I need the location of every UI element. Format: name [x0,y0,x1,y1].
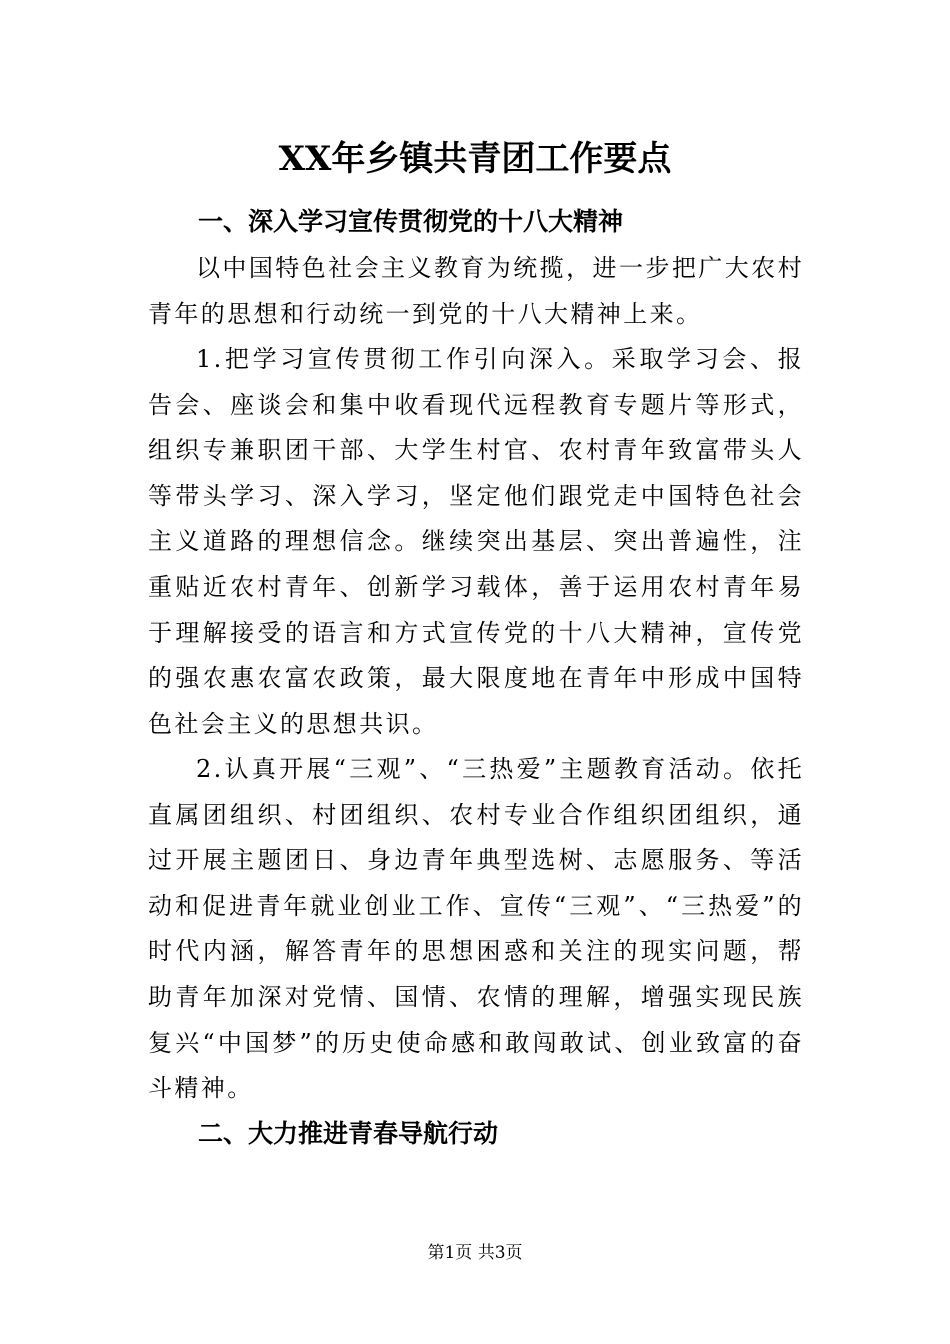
document-title: XX年乡镇共青团工作要点 [278,139,672,179]
item-1-paragraph: 1.把学习宣传贯彻工作引向深入。采取学习会、报告会、座谈会和集中收看现代远程教育专题片等形式，组织专兼职团干部、大学生村官、农村青年致富带头人等带头学习、深入学习，坚定他们跟党走中国特色社会主义道路的理想信念。继续突出基层、突出普遍性，注重贴近农村青年、创新学习载体，善于运用农村青年易于理解接受的语言和方式宣传党的十八大精神，宣传党的强农惠农富农政策，最大限度地在青年中形成中国特色社会主义的思想共识。 [148,345,804,738]
item-2-paragraph: 2.认真开展“三观”、“三热爱”主题教育活动。依托直属团组织、村团组织、农村专业合作组织团组织，通过开展主题团日、身边青年典型选树、志愿服务、等活动和促进青年就业创业工作、宣传“三观”、“三热爱”的时代内涵，解答青年的思想困惑和关注的现实问题，帮助青年加深对党情、国情、农情的理解，增强实现民族复兴“中国梦”的历史使命感和敢闯敢试、创业致富的奋斗精神。 [148,755,804,1103]
section-heading-1: 一、深入学习宣传贯彻党的十八大精神 [198,207,624,236]
page-number-footer: 第1页 共3页 [427,1243,523,1263]
section-heading-2: 二、大力推进青春导航行动 [198,1119,499,1148]
section-1-intro-paragraph: 以中国特色社会主义教育为统揽，进一步把广大农村青年的思想和行动统一到党的十八大精神上来。 [148,254,804,328]
